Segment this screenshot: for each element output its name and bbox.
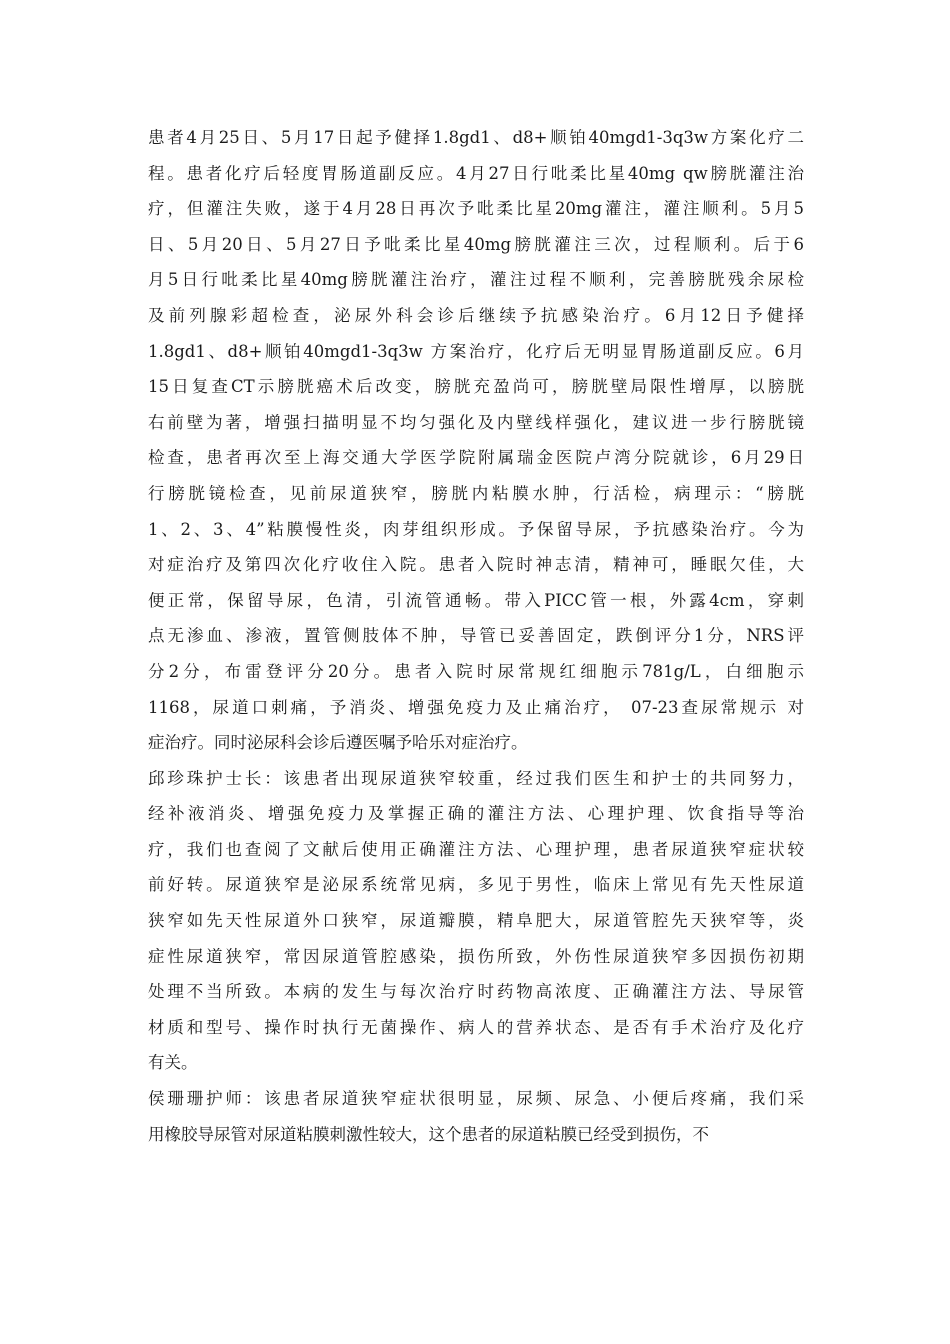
- text-line: 日、5月20日、5月27日予吡柔比星40mg膀胱灌注三次，过程顺利。后于6: [148, 234, 804, 254]
- text-line: 1.8gd1、d8+顺铂40mgd1-3q3w 方案治疗，化疗后无明显胃肠道副反应。6月: [148, 341, 804, 361]
- text-line: 疗，但灌注失败，遂于4月28日再次予吡柔比星20mg灌注，灌注顺利。5月5: [148, 199, 804, 219]
- text-line: 便正常，保留导尿，色清，引流管通畅。带入PICC管一根，外露4cm，穿刺: [148, 590, 804, 610]
- text-line: 右前壁为著，增强扫描明显不均匀强化及内壁线样强化，建议进一步行膀胱镜: [148, 412, 804, 432]
- paragraph: [148, 120, 804, 761]
- text-line: 患者4月25日、5月17日起予健择1.8gd1、d8+顺铂40mgd1-3q3w方案化疗二: [148, 128, 804, 147]
- text-line: 点无渗血、渗液，置管侧肢体不肿，导管已妥善固定，跌倒评分1分，NRS评: [148, 626, 804, 646]
- text-line: 检查，患者再次至上海交通大学医学院附属瑞金医院卢湾分院就诊，6月29日: [148, 448, 804, 468]
- text-line: 1、2、3、4”粘膜慢性炎，肉芽组织形成。予保留导尿，予抗感染治疗。今为: [148, 519, 804, 539]
- text-line: 处理不当所致。本病的发生与每次治疗时药物高浓度、正确灌注方法、导尿管: [148, 982, 804, 1002]
- text-line: 行膀胱镜检查，见前尿道狭窄，膀胱内粘膜水肿，行活检，病理示：“膀胱: [148, 483, 804, 503]
- paragraph: [148, 1081, 804, 1152]
- text-line: 对症治疗及第四次化疗收住入院。患者入院时神志清，精神可，睡眠欠佳，大: [148, 555, 804, 575]
- text-line: 疗，我们也查阅了文献后使用正确灌注方法、心理护理，患者尿道狭窄症状较: [148, 839, 804, 859]
- text-line: 有关。: [148, 1053, 198, 1073]
- text-line: 及前列腺彩超检查，泌尿外科会诊后继续予抗感染治疗。6月12日予健择: [148, 305, 804, 325]
- text-line: 症治疗。同时泌尿科会诊后遵医嘱予哈乐对症治疗。: [148, 733, 528, 753]
- text-line: 程。患者化疗后轻度胃肠道副反应。4月27日行吡柔比星40mg qw膀胱灌注治: [148, 163, 804, 183]
- text-line: 症性尿道狭窄，常因尿道管腔感染，损伤所致，外伤性尿道狭窄多因损伤初期: [148, 946, 804, 966]
- text-line: 月5日行吡柔比星40mg膀胱灌注治疗，灌注过程不顺利，完善膀胱残余尿检: [148, 270, 804, 290]
- text-line: 狭窄如先天性尿道外口狭窄，尿道瓣膜，精阜肥大，尿道管腔先天狭窄等，炎: [148, 911, 804, 931]
- document-body: [148, 120, 804, 1152]
- text-line: 15日复查CT示膀胱癌术后改变，膀胱充盈尚可，膀胱壁局限性增厚，以膀胱: [148, 377, 804, 397]
- text-line: 邱珍珠护士长：该患者出现尿道狭窄较重，经过我们医生和护士的共同努力，: [148, 768, 804, 788]
- text-line: 材质和型号、操作时执行无菌操作、病人的营养状态、是否有手术治疗及化疗: [148, 1017, 804, 1037]
- text-line: 分2分，布雷登评分20分。患者入院时尿常规红细胞示781g/L，白细胞示: [148, 661, 804, 681]
- text-line: 用橡胶导尿管对尿道粘膜刺激性较大，这个患者的尿道粘膜已经受到损伤，不: [148, 1124, 709, 1144]
- text-line: 经补液消炎、增强免疫力及掌握正确的灌注方法、心理护理、饮食指导等治: [148, 804, 804, 824]
- text-line: 前好转。尿道狭窄是泌尿系统常见病，多见于男性，临床上常见有先天性尿道: [148, 875, 804, 895]
- text-line: 侯珊珊护师：该患者尿道狭窄症状很明显，尿频、尿急、小便后疼痛，我们采: [148, 1089, 804, 1109]
- text-line: 1168，尿道口刺痛，予消炎、增强免疫力及止痛治疗， 07-23查尿常规示 对: [148, 697, 804, 717]
- paragraph: [148, 761, 804, 1081]
